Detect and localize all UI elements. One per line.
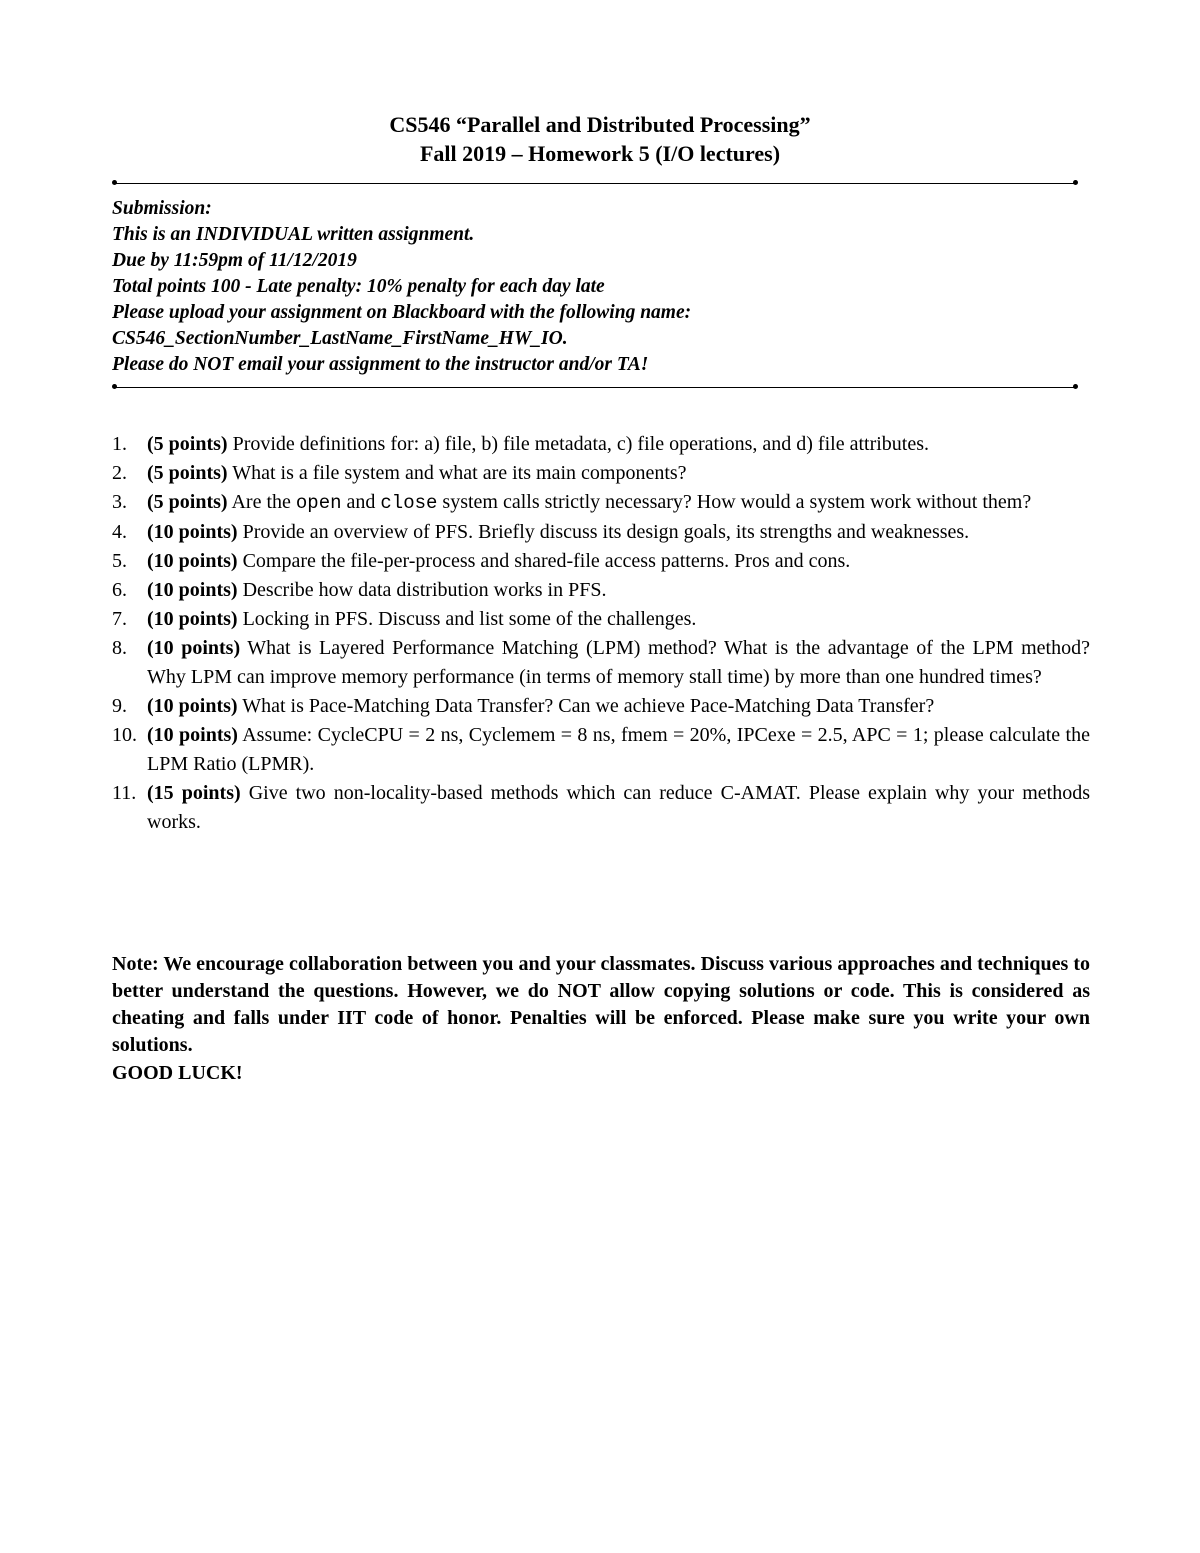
question-item [112, 779, 1090, 837]
code-close: close [380, 492, 438, 514]
question-points: (15 points) [147, 782, 241, 804]
question-item [112, 459, 1090, 488]
question-points: (10 points) [147, 521, 238, 543]
question-item [112, 634, 1090, 692]
closing-line: GOOD LUCK! [112, 1062, 243, 1084]
question-text: Locking in PFS. Discuss and list some of the challenges. [242, 608, 697, 630]
question-text: What is Layered Performance Matching (LPM) method? What is the advantage of the LPM method? Why LPM can improve memory performance (in terms of memory stall time) by more than one hundred times? [147, 637, 1090, 688]
question-item [112, 721, 1090, 779]
submission-heading: Submission: [112, 198, 212, 219]
question-text: Compare the file-per-process and shared-file access patterns. Pros and cons. [242, 550, 851, 572]
question-points: (10 points) [147, 695, 238, 717]
submission-due-date: Due by 11:59pm of 11/12/2019 [112, 250, 357, 271]
question-item [112, 518, 1090, 547]
submission-line: Please do NOT email your assignment to the instructor and/or TA! [112, 354, 649, 375]
question-list [112, 430, 1090, 837]
question-number: 6. [112, 579, 127, 601]
question-item [112, 692, 1090, 721]
question-points: (5 points) [147, 433, 228, 455]
question-item [112, 547, 1090, 576]
course-title: CS546 “Parallel and Distributed Processing” [389, 112, 811, 137]
question-text: system calls strictly necessary? How would a system work without them? [442, 491, 1032, 513]
question-text: Give two non-locality-based methods which can reduce C-AMAT. Please explain why your methods works. [147, 782, 1090, 833]
question-points: (10 points) [147, 550, 238, 572]
question-points: (10 points) [147, 579, 238, 601]
question-number: 9. [112, 695, 127, 717]
question-text: Describe how data distribution works in PFS. [242, 579, 607, 601]
question-points: (10 points) [147, 637, 241, 659]
submission-line: Please upload your assignment on Blackboard with the following name: [112, 302, 692, 323]
question-points: (5 points) [147, 491, 228, 513]
question-text: and [346, 491, 376, 513]
submission-line: This is an INDIVIDUAL written assignment. [112, 224, 475, 245]
question-item [112, 576, 1090, 605]
question-number: 3. [112, 491, 127, 513]
question-item [112, 605, 1090, 634]
question-number: 8. [112, 637, 127, 659]
question-text: Are the [231, 491, 291, 513]
question-number: 4. [112, 521, 127, 543]
question-text: Assume: CycleCPU = 2 ns, Cyclemem = 8 ns, fmem = 20%, IPCexe = 2.5, APC = 1; please calculate the LPM Ratio (LPMR). [147, 724, 1090, 775]
question-points: (10 points) [147, 608, 238, 630]
homework-subtitle: Fall 2019 – Homework 5 (I/O lectures) [419, 141, 781, 166]
top-divider [114, 183, 1076, 184]
question-points: (10 points) [147, 724, 238, 746]
question-number: 2. [112, 462, 127, 484]
question-item [112, 430, 1090, 459]
submission-filename: CS546_SectionNumber_LastName_FirstName_HW_IO. [112, 328, 568, 349]
question-text: Provide an overview of PFS. Briefly discuss its design goals, its strengths and weaknesses. [242, 521, 970, 543]
question-number: 1. [112, 433, 127, 455]
question-number: 7. [112, 608, 127, 630]
question-number: 5. [112, 550, 127, 572]
question-number: 11. [112, 782, 137, 804]
question-text: What is a file system and what are its main components? [232, 462, 687, 484]
submission-points: Total points 100 - Late penalty: 10% penalty for each day late [112, 276, 605, 297]
submission-block [112, 196, 1072, 378]
document-header [0, 110, 1200, 168]
bottom-divider [114, 387, 1076, 388]
question-points: (5 points) [147, 462, 228, 484]
collaboration-note: Note: We encourage collaboration between you and your classmates. Discuss various approaches and techniques to better understand the questions. However, we do NOT allow copying solutions or code. This is considered as cheating and falls under IIT code of honor. Penalties will be enforced. Please make sure you write your own solutions. [112, 953, 1090, 1056]
question-text: Provide definitions for: a) file, b) file metadata, c) file operations, and d) file attributes. [232, 433, 930, 455]
question-number: 10. [112, 724, 137, 746]
question-item [112, 488, 1090, 518]
question-text: What is Pace-Matching Data Transfer? Can we achieve Pace-Matching Data Transfer? [242, 695, 935, 717]
code-open: open [295, 492, 342, 514]
